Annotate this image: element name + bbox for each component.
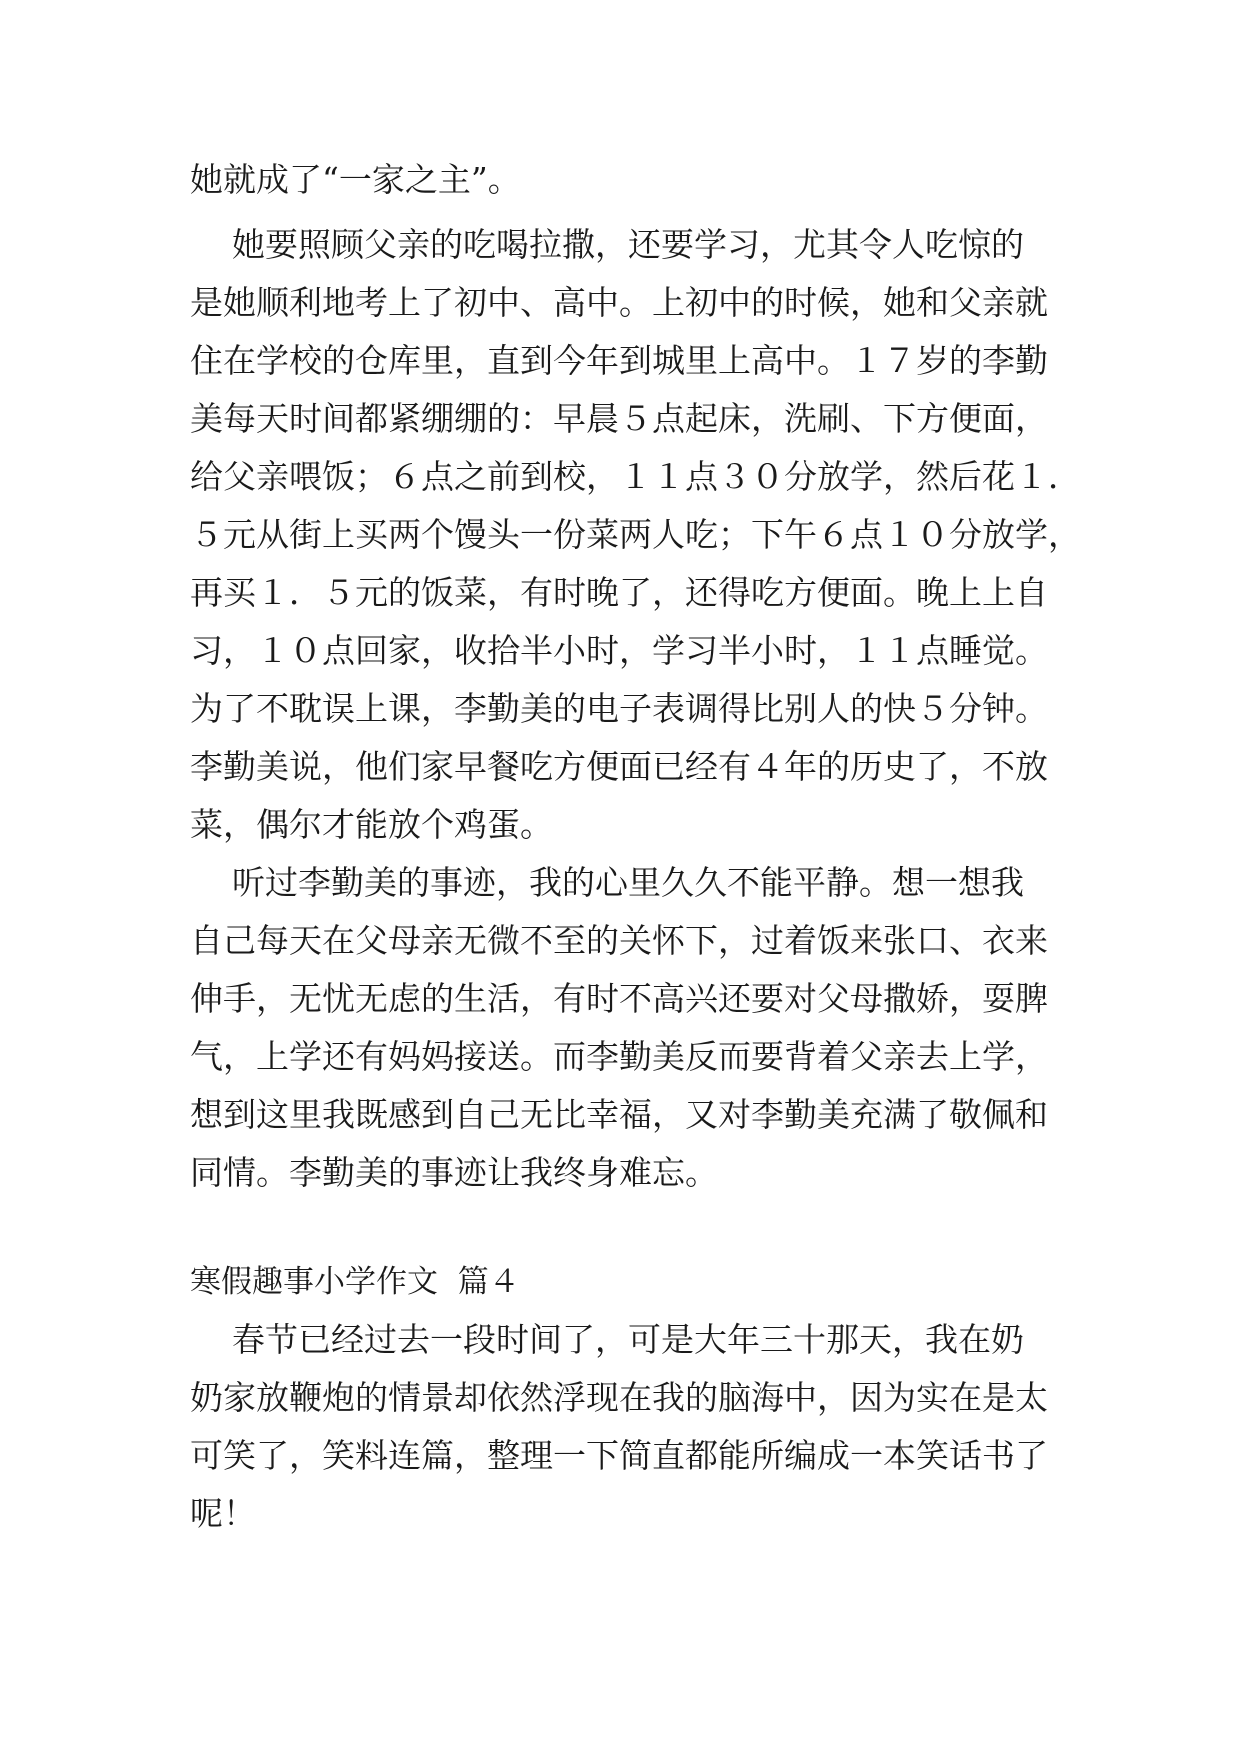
paragraph-start-line: 春节已经过去一段时间了，可是大年三十那天，我在奶 bbox=[190, 1320, 1024, 1359]
text-line: 奶家放鞭炮的情景却依然浮现在我的脑海中，因为实在是太 bbox=[190, 1378, 1048, 1417]
text-line: 伸手，无忧无虑的生活，有时不高兴还要对父母撒娇，耍脾 bbox=[190, 979, 1048, 1018]
text-line: 美每天时间都紧绷绷的：早晨５点起床，洗刷、下方便面， bbox=[190, 399, 1048, 438]
text-line: 呢！ bbox=[190, 1494, 256, 1533]
text-line: 习，１０点回家，收拾半小时，学习半小时，１１点睡觉。 bbox=[190, 631, 1048, 670]
text-line: ５元从街上买两个馒头一份菜两人吃；下午６点１０分放学， bbox=[190, 515, 1081, 554]
paragraph-start-line: 听过李勤美的事迹，我的心里久久不能平静。想一想我 bbox=[190, 863, 1024, 902]
section-heading: 寒假趣事小学作文 篇４ bbox=[190, 1264, 520, 1300]
text-line: 是她顺利地考上了初中、高中。上初中的时候，她和父亲就 bbox=[190, 283, 1048, 322]
text-line: 再买１．５元的饭菜，有时晚了，还得吃方便面。晚上上自 bbox=[190, 573, 1048, 612]
text-line: 为了不耽误上课，李勤美的电子表调得比别人的快５分钟。 bbox=[190, 689, 1048, 728]
text-line: 住在学校的仓库里，直到今年到城里上高中。１７岁的李勤 bbox=[190, 341, 1048, 380]
text-line: 同情。李勤美的事迹让我终身难忘。 bbox=[190, 1153, 718, 1192]
text-line: 菜，偶尔才能放个鸡蛋。 bbox=[190, 805, 553, 844]
text-line: 可笑了，笑料连篇，整理一下简直都能所编成一本笑话书了 bbox=[190, 1436, 1048, 1475]
text-line: 自己每天在父母亲无微不至的关怀下，过着饭来张口、衣来 bbox=[190, 921, 1048, 960]
text-line: 想到这里我既感到自己无比幸福，又对李勤美充满了敬佩和 bbox=[190, 1095, 1048, 1134]
text-line: 李勤美说，他们家早餐吃方便面已经有４年的历史了，不放 bbox=[190, 747, 1048, 786]
paragraph-start-line: 她要照顾父亲的吃喝拉撒，还要学习，尤其令人吃惊的 bbox=[190, 225, 1024, 264]
text-line: 她就成了“一家之主”。 bbox=[190, 160, 521, 199]
text-line: 气，上学还有妈妈接送。而李勤美反而要背着父亲去上学， bbox=[190, 1037, 1048, 1076]
text-line: 给父亲喂饭；６点之前到校，１１点３０分放学，然后花１． bbox=[190, 457, 1081, 496]
